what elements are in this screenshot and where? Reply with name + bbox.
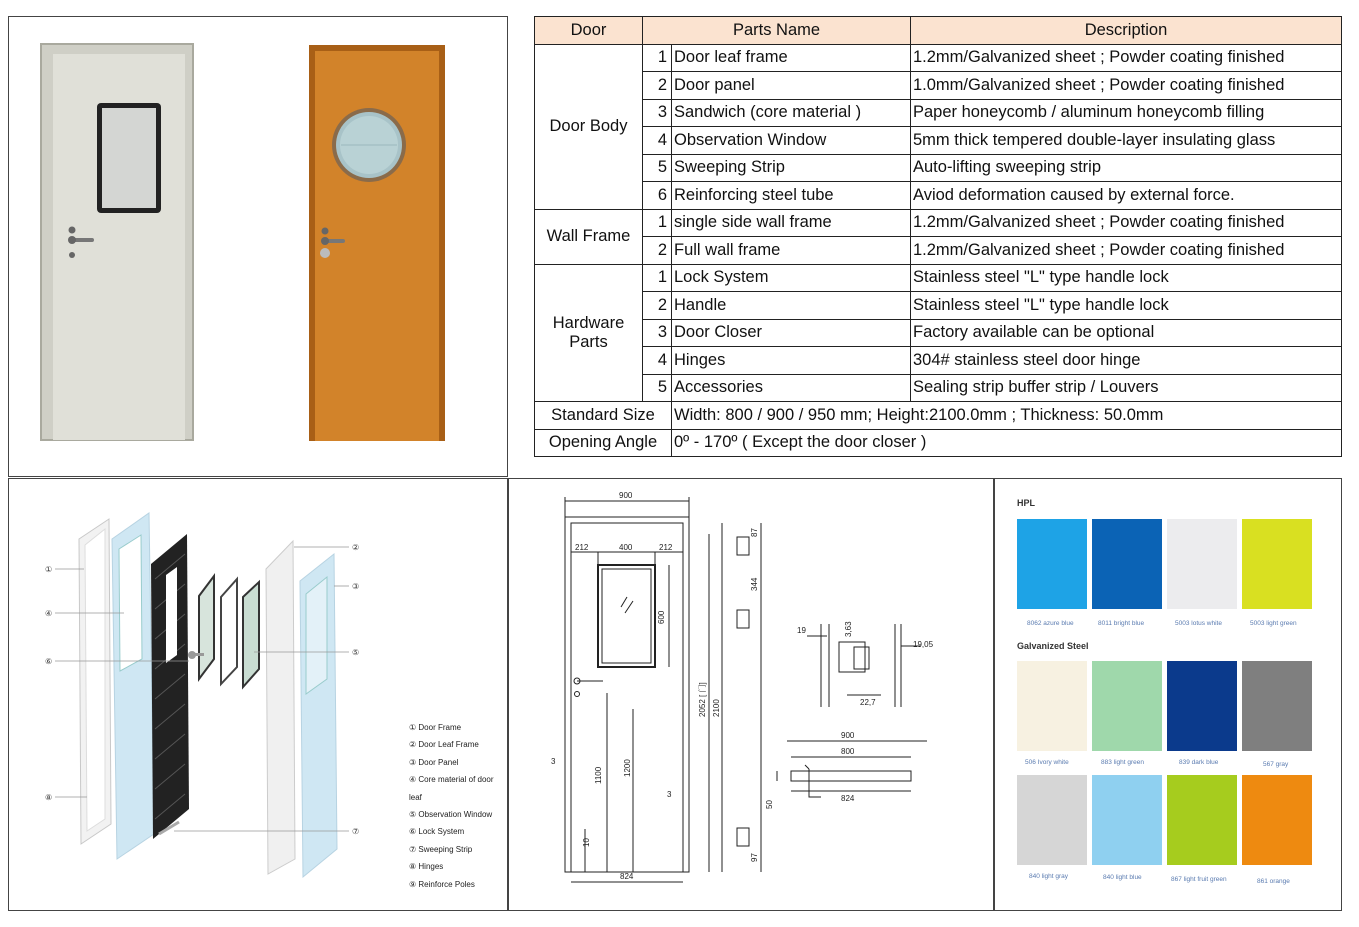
dim-19-05: 19,05	[913, 640, 934, 649]
swatch-label: 5003 lotus white	[1175, 620, 1222, 627]
group-hardware-line2: Parts	[569, 332, 608, 351]
part-name: Sandwich (core material )	[672, 99, 911, 127]
table-row	[535, 127, 1342, 155]
table-row	[535, 182, 1342, 210]
callout-7: ⑦	[352, 827, 360, 836]
swatch-839-dark-blue	[1167, 661, 1237, 751]
header-door: Door	[535, 17, 643, 45]
technical-drawing-panel	[508, 478, 994, 911]
swatch-chart	[995, 479, 1342, 911]
opening-angle-row	[535, 429, 1342, 457]
legend-item: ② Door Leaf Frame	[409, 740, 479, 750]
dim-344: 344	[750, 577, 759, 591]
legend-item: ④ Core material of door leaf	[409, 775, 494, 802]
callout-1: ①	[45, 565, 53, 574]
callout-8: ⑧	[45, 793, 53, 802]
table-row	[535, 72, 1342, 100]
swatch-label: 840 light gray	[1029, 873, 1069, 880]
legend-item: ⑥ Lock System	[409, 827, 465, 837]
swatch-label: 839 dark blue	[1179, 759, 1219, 766]
part-description: 1.2mm/Galvanized sheet ; Powder coating finished	[911, 44, 1342, 72]
row-number: 3	[643, 319, 672, 347]
part-description: Stainless steel "L" type handle lock	[911, 264, 1342, 292]
exploded-legend	[409, 719, 507, 893]
swatch-867-light-fruit-green	[1167, 775, 1237, 865]
group-wall-frame: Wall Frame	[535, 209, 643, 264]
callout-4: ④	[45, 609, 53, 618]
legend-item: ⑦ Sweeping Strip	[409, 844, 473, 854]
legend-item: ⑤ Observation Window	[409, 810, 493, 820]
header-parts-name: Parts Name	[643, 17, 911, 45]
swatch-label: 8062 azure blue	[1027, 620, 1074, 627]
table-row	[535, 264, 1342, 292]
galvanized-title: Galvanized Steel	[1017, 641, 1089, 651]
row-number: 2	[643, 292, 672, 320]
swatch-label: 867 light fruit green	[1171, 876, 1227, 883]
legend-item: ⑨ Reinforce Poles	[409, 879, 475, 889]
gray-door-photo	[41, 44, 193, 440]
table-row	[535, 347, 1342, 375]
swatch-label: 8011 bright blue	[1098, 620, 1145, 627]
legend-item: ⑧ Hinges	[409, 862, 444, 872]
group-door-body: Door Body	[535, 44, 643, 209]
table-row	[535, 374, 1342, 402]
row-number: 6	[643, 182, 672, 210]
part-description: Paper honeycomb / aluminum honeycomb filling	[911, 99, 1342, 127]
dim-2052: 2052 [ 门]	[698, 682, 707, 717]
header-description: Description	[911, 17, 1342, 45]
table-row	[535, 319, 1342, 347]
part-name: Door leaf frame	[672, 44, 911, 72]
dim-824: 824	[620, 872, 634, 881]
swatch-506-ivory-white	[1017, 661, 1087, 751]
part-description: Auto-lifting sweeping strip	[911, 154, 1342, 182]
dim-3-left: 3	[551, 757, 556, 766]
callout-3: ③	[352, 582, 360, 591]
swatch-label: 5003 light green	[1250, 620, 1297, 627]
dim-plan-900: 900	[841, 731, 855, 740]
callout-5: ⑤	[352, 648, 360, 657]
part-name: Sweeping Strip	[672, 154, 911, 182]
part-description: 304# stainless steel door hinge	[911, 347, 1342, 375]
swatch-883-light-green	[1092, 661, 1162, 751]
galvanized-swatches	[1017, 661, 1312, 885]
dim-97: 97	[750, 853, 759, 862]
group-hardware-line1: Hardware	[552, 313, 625, 332]
exploded-view-panel	[8, 478, 508, 911]
row-number: 2	[643, 237, 672, 265]
legend-item: ③ Door Panel	[409, 757, 459, 767]
part-description: Stainless steel "L" type handle lock	[911, 292, 1342, 320]
table-row	[535, 209, 1342, 237]
part-name: Full wall frame	[672, 237, 911, 265]
dim-19: 19	[797, 626, 806, 635]
part-description: 1.0mm/Galvanized sheet ; Powder coating finished	[911, 72, 1342, 100]
dim-2100: 2100	[712, 699, 721, 717]
table-row	[535, 99, 1342, 127]
dim-plan-824: 824	[841, 794, 855, 803]
dim-212-left: 212	[575, 543, 589, 552]
dim-212-right: 212	[659, 543, 673, 552]
part-name: Door Closer	[672, 319, 911, 347]
swatch-label: 567 gray	[1263, 761, 1289, 768]
row-number: 1	[643, 44, 672, 72]
part-name: Door panel	[672, 72, 911, 100]
swatch-label: 883 light green	[1101, 759, 1145, 766]
swatch-8062-azure-blue	[1017, 519, 1087, 609]
row-number: 1	[643, 264, 672, 292]
dim-1100: 1100	[594, 766, 603, 784]
table-row	[535, 237, 1342, 265]
swatch-8011-bright-blue	[1092, 519, 1162, 609]
swatch-840-light-gray	[1017, 775, 1087, 865]
part-name: single side wall frame	[672, 209, 911, 237]
part-name: Observation Window	[672, 127, 911, 155]
hpl-title: HPL	[1017, 498, 1035, 508]
swatch-label: 840 light blue	[1103, 874, 1142, 881]
dim-22-7: 22,7	[860, 698, 876, 707]
dim-3-63: 3,63	[844, 621, 853, 637]
part-description: Aviod deformation caused by external force.	[911, 182, 1342, 210]
table-row	[535, 154, 1342, 182]
part-description: 1.2mm/Galvanized sheet ; Powder coating finished	[911, 209, 1342, 237]
dim-900: 900	[619, 491, 633, 500]
technical-drawing	[509, 479, 994, 911]
row-number: 4	[643, 127, 672, 155]
part-description: Factory available can be optional	[911, 319, 1342, 347]
part-name: Handle	[672, 292, 911, 320]
swatch-label: 861 orange	[1257, 878, 1290, 885]
dim-plan-800: 800	[841, 747, 855, 756]
callout-6: ⑥	[45, 657, 53, 666]
part-name: Accessories	[672, 374, 911, 402]
part-description: 1.2mm/Galvanized sheet ; Powder coating finished	[911, 237, 1342, 265]
swatch-5003-light-green	[1242, 519, 1312, 609]
spec-table	[534, 16, 1342, 457]
dim-3-mid: 3	[667, 790, 672, 799]
group-hardware-parts	[535, 264, 643, 402]
swatch-label: 506 Ivory white	[1025, 759, 1069, 766]
dim-87: 87	[750, 528, 759, 537]
standard-size-value: Width: 800 / 900 / 950 mm; Height:2100.0mm ; Thickness: 50.0mm	[672, 402, 1342, 430]
row-number: 2	[643, 72, 672, 100]
opening-angle-label: Opening Angle	[535, 429, 672, 457]
drawing-dimensions	[551, 491, 934, 881]
part-name: Lock System	[672, 264, 911, 292]
table-header-row	[535, 17, 1342, 45]
row-number: 4	[643, 347, 672, 375]
orange-door-photo	[309, 45, 445, 441]
dim-plan-50: 50	[765, 800, 774, 809]
standard-size-label: Standard Size	[535, 402, 672, 430]
row-number: 5	[643, 154, 672, 182]
row-number: 1	[643, 209, 672, 237]
door-photos	[9, 17, 508, 477]
swatch-861-orange	[1242, 775, 1312, 865]
hpl-swatches	[1017, 519, 1312, 627]
table-row	[535, 44, 1342, 72]
callout-2: ②	[352, 543, 360, 552]
legend-item: ① Door Frame	[409, 723, 462, 732]
part-name: Reinforcing steel tube	[672, 182, 911, 210]
swatch-5003-lotus-white	[1167, 519, 1237, 609]
swatch-840-light-blue	[1092, 775, 1162, 865]
part-description: 5mm thick tempered double-layer insulating glass	[911, 127, 1342, 155]
table-row	[535, 292, 1342, 320]
row-number: 5	[643, 374, 672, 402]
dim-1200: 1200	[623, 759, 632, 777]
part-name: Hinges	[672, 347, 911, 375]
standard-size-row	[535, 402, 1342, 430]
color-swatches-panel	[994, 478, 1342, 911]
door-photos-panel	[8, 16, 508, 477]
opening-angle-value: 0º - 170º ( Except the door closer )	[672, 429, 1342, 457]
part-description: Sealing strip buffer strip / Louvers	[911, 374, 1342, 402]
dim-10: 10	[582, 838, 591, 847]
dim-600: 600	[657, 610, 666, 624]
row-number: 3	[643, 99, 672, 127]
swatch-567-gray	[1242, 661, 1312, 751]
dim-400: 400	[619, 543, 633, 552]
